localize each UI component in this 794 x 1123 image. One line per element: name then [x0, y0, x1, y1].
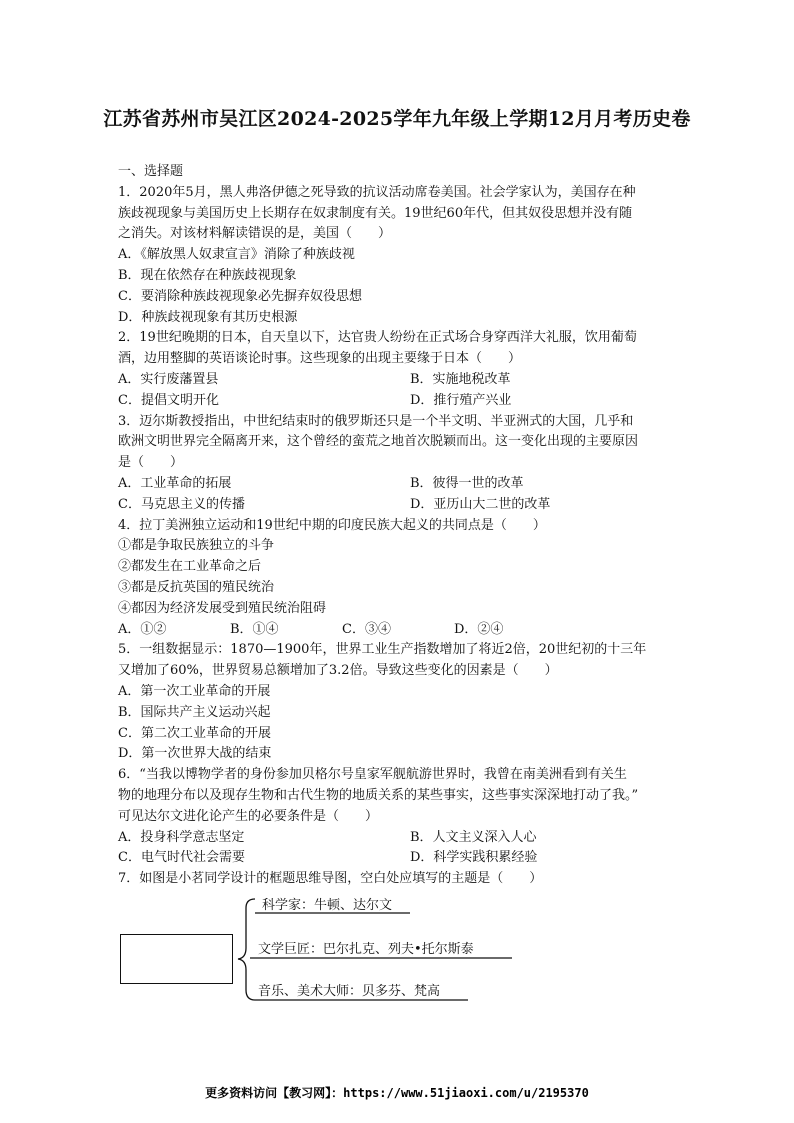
section-heading: 一、选择题 [118, 164, 184, 179]
question-text-line: 2．19世纪晚期的日本，自天皇以下，达官贵人纷纷在正式场合身穿西洋大礼服，饮用葡萄 [118, 330, 637, 346]
branch-scientists: 科学家：牛顿、达尔文 [262, 898, 393, 913]
question-text-line: 7．如图是小茗同学设计的框题思维导图，空白处应填写的主题是（ ） [118, 871, 543, 887]
question-5 [118, 640, 678, 765]
option-d: D．②④ [454, 621, 504, 637]
option-c: C．③④ [342, 621, 391, 637]
footer-link[interactable]: 更多资料访问【教习网】：https://www.51jiaoxi.com/u/2195370 [205, 1086, 589, 1100]
option-c: C．提倡文明开化 [118, 392, 219, 408]
option-b: B．国际共产主义运动兴起 [118, 704, 271, 720]
option-a: A．工业革命的拓展 [118, 475, 232, 491]
option-d: D．亚历山大二世的改革 [410, 496, 551, 512]
statement-4: ④都因为经济发展受到殖民统治阻碍 [118, 600, 327, 616]
question-text-line: 4．拉丁美洲独立运动和19世纪中期的印度民族大起义的共同点是（ ） [118, 517, 546, 533]
option-a: A．《解放黑人奴隶宣言》消除了种族歧视 [118, 247, 355, 263]
option-row [118, 474, 678, 495]
brace-line [238, 899, 255, 1000]
option-c: C．第二次工业革命的开展 [118, 725, 271, 741]
question-6 [118, 765, 678, 869]
option-a: A．①② [118, 621, 167, 637]
option-a: A．第一次工业革命的开展 [118, 683, 271, 699]
option-row [118, 495, 678, 516]
statement-3: ③都是反抗英国的殖民统治 [118, 579, 275, 595]
question-text-line: 1．2020年5月，黑人弗洛伊德之死导致的抗议活动席卷美国。社会学家认为，美国存在种 [118, 184, 636, 200]
statement-1: ①都是争取民族独立的斗争 [118, 538, 275, 554]
question-text-line: 之消失。对该材料解读错误的是，美国（ ） [118, 226, 392, 242]
option-c: C．马克思主义的传播 [118, 496, 245, 512]
question-text-line: 5．一组数据显示：1870—1900年，世界工业生产指数增加了将近2倍，20世纪初的十三年 [118, 642, 647, 658]
question-text-line: 欧洲文明世界完全隔离开来，这个曾经的蛮荒之地首次脱颖而出。这一变化出现的主要原因 [118, 434, 639, 450]
option-row [118, 370, 678, 391]
question-4 [118, 516, 678, 641]
question-text-line: 6．“当我以博物学者的身份参加贝格尔号皇家军舰航游世界时，我曾在南美洲看到有关生 [118, 767, 627, 783]
option-row [118, 828, 678, 849]
branch-arts: 音乐、美术大师：贝多芬、梵高 [258, 984, 441, 999]
question-1 [118, 183, 678, 329]
question-text-line: 酒，边用整脚的英语谈论时事。这些现象的出现主要缘于日本（ ） [118, 351, 522, 367]
question-text-line: 物的地理分布以及现存生物和古代生物的地质关系的某些事实，这些事实深深地打动了我。” [118, 787, 639, 803]
option-b: B．现在依然存在种族歧视现象 [118, 267, 297, 283]
question-text-line: 是（ ） [118, 455, 184, 471]
option-b: B．实施地税改革 [410, 371, 511, 387]
question-3 [118, 412, 678, 516]
exam-title: 江苏省苏州市吴江区2024-2025学年九年级上学期12月月考历史卷 [103, 108, 691, 130]
option-c: C．电气时代社会需要 [118, 850, 245, 866]
question-text-line: 3．迈尔斯教授指出，中世纪结束时的俄罗斯还只是一个半文明、半亚洲式的大国，几乎和 [118, 413, 634, 429]
question-text-line: 族歧视现象与美国历史上长期存在奴隶制度有关。19世纪60年代，但其奴役思想并没有随 [118, 205, 633, 221]
question-text-line: 可见达尔文进化论产生的必要条件是（ ） [118, 808, 379, 824]
option-row [118, 848, 678, 869]
question-2 [118, 328, 678, 411]
exam-content [118, 162, 678, 890]
option-d: D．第一次世界大战的结束 [118, 746, 272, 762]
option-b: B．彼得一世的改革 [410, 475, 524, 491]
statement-2: ②都发生在工业革命之后 [118, 559, 262, 575]
option-d: D．科学实践积累经验 [410, 850, 538, 866]
option-row [118, 620, 678, 641]
option-d: D．种族歧视现象有其历史根源 [118, 309, 298, 325]
option-a: A．实行废藩置县 [118, 371, 219, 387]
question-7 [118, 869, 678, 890]
question-text-line: 又增加了60%，世界贸易总额增加了3.2倍。导致这些变化的因素是（ ） [118, 663, 558, 679]
branch-literature: 文学巨匠：巴尔扎克、列夫•托尔斯泰 [258, 942, 474, 957]
option-row [118, 391, 678, 412]
option-b: B．①④ [230, 621, 279, 637]
option-d: D．推行殖产兴业 [410, 392, 512, 408]
option-c: C．要消除种族歧视现象必先摒弃奴役思想 [118, 288, 362, 304]
option-a: A．投身科学意志坚定 [118, 829, 245, 845]
option-b: B．人文主义深入人心 [410, 829, 537, 845]
mind-map-diagram [120, 894, 520, 1006]
